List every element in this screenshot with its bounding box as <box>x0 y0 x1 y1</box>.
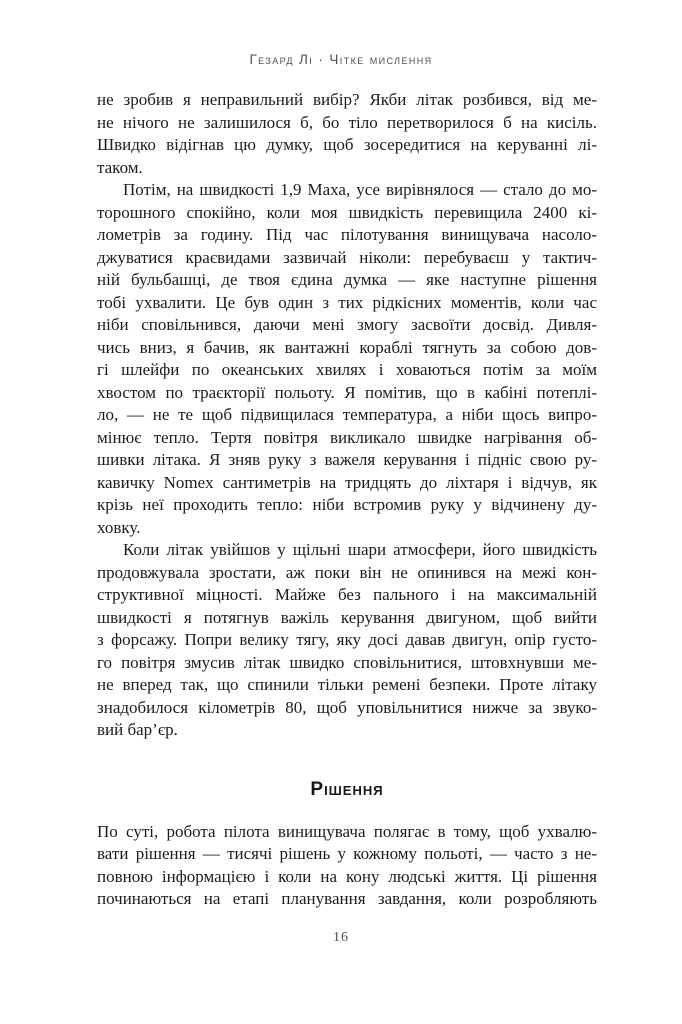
paragraph <box>97 821 597 911</box>
text-line: не зробив я неправильний вибір? Якби літак розбився, від ме- <box>97 90 597 109</box>
paragraph <box>97 539 597 742</box>
text-line: лометрів за годину. Під час пілотування винищувача насоло- <box>97 225 597 244</box>
text-line: хвостом по траєкторії польоту. Я помітив, що в кабіні потеплі- <box>97 382 597 402</box>
text-line: не нічого не залишилося б, бо тіло перетворилося б на кисіль. <box>97 112 597 132</box>
body-text <box>97 89 597 911</box>
text-line: шивки літака. Я зняв руку з важеля керування і підніс свою ру- <box>97 450 597 469</box>
paragraph <box>97 89 597 179</box>
text-line: торошного спокійно, коли моя швидкість перевищила 2400 кі- <box>97 202 597 222</box>
page-number: 16 <box>333 930 349 945</box>
text-line: швидкості я потягнув важіль керування двигуном, щоб вийти <box>97 607 597 627</box>
text-line: з форсажу. Попри велику тягу, яку досі давав двигун, опір густо- <box>97 630 597 649</box>
text-line: Коли літак увійшов у щільні шари атмосфери, його швидкість <box>123 540 597 559</box>
text-line: тобі ухвалити. Це був один з тих рідкісних моментів, коли час <box>97 292 597 312</box>
text-line: вий бар’єр. <box>97 720 178 739</box>
text-line: знадобилося кілометрів 80, щоб уповільнитися нижче за звуко- <box>97 697 597 717</box>
text-line: вати рішення — тисячі рішень у кожному польоті, — часто з не- <box>97 844 597 863</box>
text-line: гі шлейфи по океанських хвилях і ховаються потім за моїм <box>97 360 597 379</box>
text-line: кавичку Nomex сантиметрів на тридцять до ліхтаря і відчув, як <box>97 472 597 492</box>
text-line: ло, — не те щоб підвищилася температура, а ніби щось випро- <box>97 405 597 424</box>
text-line: таком. <box>97 157 143 177</box>
text-line: Потім, на швидкості 1,9 Маха, усе вирівнялося — стало до мо- <box>123 180 597 199</box>
text-line: ховку. <box>97 517 141 537</box>
text-line: По суті, робота пілота винищувача полягає в тому, щоб ухвалю- <box>97 821 597 841</box>
text-line: ніби сповільнився, даючи мені змогу засвоїти досвід. Дивля- <box>97 315 597 334</box>
text-line: починаються на етапі планування завдання, коли розробляють <box>97 889 597 908</box>
text-line: продовжувала зростати, аж поки він не опинився на межі кон- <box>97 562 597 582</box>
paragraph <box>97 179 597 539</box>
text-line: мінює тепло. Тертя повітря викликало швидке нагрівання об- <box>97 427 597 447</box>
text-line: не вперед так, що спинили тільки ремені безпеки. Проте літаку <box>97 675 597 694</box>
running-header: Гезард Лі · Чітке мислення <box>249 52 433 67</box>
text-line: го повітря змусив літак швидко сповільнитися, штовхнувши ме- <box>97 652 597 672</box>
section-heading: Рішення <box>310 778 384 800</box>
text-line: структивної міцності. Майже без пального і на максимальній <box>97 585 597 604</box>
text-line: джуватися краєвидами зазвичай ніколи: перебуваєш у тактич- <box>97 247 597 267</box>
text-line: крізь неї проходить тепло: ніби встромив руку у відчинену ду- <box>97 495 597 514</box>
text-line: Швидко відігнав цю думку, щоб зосередитися на керуванні лі- <box>97 135 597 154</box>
text-line: чись вниз, я бачив, як вантажні кораблі тягнуть за собою дов- <box>97 337 597 357</box>
text-line: повною інформацією і коли на кону людські життя. Ці рішення <box>97 866 597 886</box>
text-line: ній бульбашці, де твоя єдина думка — яке наступне рішення <box>97 270 597 289</box>
